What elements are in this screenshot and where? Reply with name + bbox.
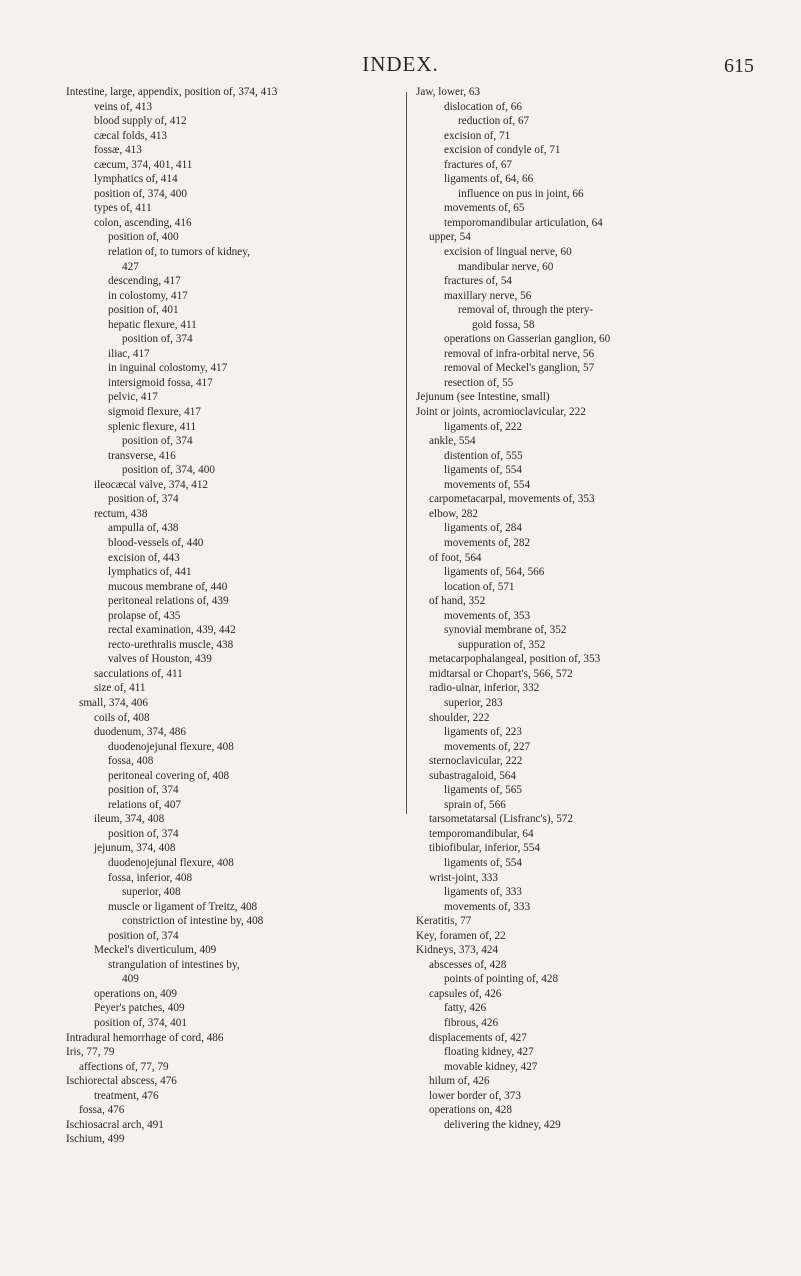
- index-entry: fibrous, 426: [444, 1017, 499, 1029]
- index-entry: goid fossa, 58: [472, 318, 535, 331]
- index-entry: transverse, 416: [108, 449, 176, 462]
- index-entry: ligaments of, 333: [444, 886, 522, 899]
- index-entry: fossa, inferior, 408: [108, 871, 193, 884]
- index-entry: radio-ulnar, inferior, 332: [429, 682, 540, 695]
- index-entry: intersigmoid fossa, 417: [108, 376, 213, 389]
- index-entry: superior, 283: [444, 696, 503, 709]
- index-entry: blood-vessels of, 440: [108, 536, 204, 549]
- index-entry: maxillary nerve, 56: [444, 289, 532, 302]
- index-entry: ligaments of, 564, 566: [444, 566, 545, 579]
- index-entry: lower border of, 373: [429, 1089, 521, 1102]
- page-number: 615: [724, 55, 754, 77]
- index-entry: cæcum, 374, 401, 411: [94, 158, 193, 171]
- index-entry: duodenum, 374, 486: [94, 726, 186, 739]
- index-entry: subastragaloid, 564: [429, 769, 516, 782]
- index-entry: 427: [122, 260, 139, 273]
- index-entry: size of, 411: [94, 682, 146, 695]
- index-entry: ileocæcal valve, 374, 412: [94, 478, 209, 491]
- index-entry: duodenojejunal flexure, 408: [108, 856, 234, 869]
- index-entry: position of, 374: [108, 784, 179, 797]
- index-entry: position of, 400: [108, 231, 179, 244]
- index-entry: upper, 54: [429, 231, 471, 244]
- index-entry: sprain of, 566: [444, 798, 506, 811]
- index-entry: distention of, 555: [444, 449, 523, 462]
- index-entry: ligaments of, 554: [444, 464, 522, 477]
- index-entry: displacements of, 427: [429, 1031, 527, 1044]
- index-entry: ligaments of, 554: [444, 856, 522, 869]
- index-entry: splenic flexure, 411: [108, 420, 197, 433]
- index-entry: hilum of, 426: [429, 1075, 490, 1088]
- index-entry: cæcal folds, 413: [94, 129, 168, 142]
- index-entry: in inguinal colostomy, 417: [108, 362, 228, 375]
- index-entry: ileum, 374, 408: [94, 813, 165, 826]
- index-entry: jejunum, 374, 408: [94, 842, 176, 855]
- index-column-right: [416, 85, 766, 1132]
- index-entry: operations on Gasserian ganglion, 60: [444, 333, 611, 346]
- index-entry: small, 374, 406: [79, 696, 148, 709]
- index-entry: relations of, 407: [108, 798, 182, 811]
- index-entry: ankle, 554: [429, 435, 476, 448]
- index-entry: Ischiorectal abscess, 476: [66, 1075, 177, 1088]
- index-entry: constriction of intestine by, 408: [122, 915, 264, 928]
- index-entry: Intestine, large, appendix, position of, 374, 413: [66, 86, 278, 98]
- index-entry: treatment, 476: [94, 1089, 159, 1102]
- index-entry: excision of condyle of, 71: [444, 144, 561, 157]
- index-entry: sternoclavicular, 222: [429, 755, 523, 768]
- index-entry: lymphatics of, 441: [108, 566, 192, 579]
- index-column-left: [66, 85, 408, 1147]
- index-entry: floating kidney, 427: [444, 1046, 534, 1059]
- index-entry: relation of, to tumors of kidney,: [108, 246, 250, 259]
- index-entry: blood supply of, 412: [94, 115, 187, 128]
- index-entry: fossa, 408: [108, 755, 154, 768]
- index-entry: Peyer's patches, 409: [94, 1002, 185, 1015]
- index-entry: 409: [122, 973, 139, 986]
- index-entry: descending, 417: [108, 275, 181, 288]
- index-entry: Kidneys, 373, 424: [416, 944, 499, 957]
- index-entry: movements of, 554: [444, 478, 531, 491]
- index-entry: location of, 571: [444, 580, 515, 593]
- index-entry: excision of, 443: [108, 551, 180, 564]
- index-entry: types of, 411: [94, 202, 152, 215]
- index-entry: rectal examination, 439, 442: [108, 624, 236, 637]
- index-entry: mucous membrane of, 440: [108, 580, 228, 593]
- index-entry: movements of, 282: [444, 536, 531, 549]
- index-entry: position of, 374: [122, 333, 193, 346]
- index-entry: metacarpophalangeal, position of, 353: [429, 653, 601, 666]
- index-entry: excision of, 71: [444, 129, 511, 142]
- index-entry: mandibular nerve, 60: [458, 260, 554, 273]
- index-entry: position of, 374: [108, 493, 179, 506]
- index-entry: peritoneal relations of, 439: [108, 595, 229, 608]
- index-entry: Joint or joints, acromioclavicular, 222: [416, 406, 586, 419]
- index-entry: Jaw, lower, 63: [416, 86, 481, 98]
- index-entry: colon, ascending, 416: [94, 216, 192, 229]
- index-entry: lymphatics of, 414: [94, 173, 178, 186]
- index-entry: tibiofibular, inferior, 554: [429, 842, 540, 855]
- index-entry: elbow, 282: [429, 507, 478, 520]
- index-entry: resection of, 55: [444, 376, 514, 389]
- index-entry: muscle or ligament of Treitz, 408: [108, 900, 258, 913]
- index-entry: ampulla of, 438: [108, 522, 179, 535]
- index-entry: removal of Meckel's ganglion, 57: [444, 362, 595, 375]
- index-entry: peritoneal covering of, 408: [108, 769, 230, 782]
- index-entry: movable kidney, 427: [444, 1060, 538, 1073]
- index-entry: dislocation of, 66: [444, 100, 522, 113]
- index-entry: position of, 374: [108, 929, 179, 942]
- index-entry: synovial membrane of, 352: [444, 624, 567, 637]
- index-entry: wrist-joint, 333: [429, 871, 498, 884]
- index-entry: position of, 374, 401: [94, 1017, 187, 1029]
- index-entry: ligaments of, 64, 66: [444, 173, 534, 186]
- index-entry: prolapse of, 435: [108, 609, 181, 622]
- index-entry: ligaments of, 565: [444, 784, 522, 797]
- index-entry: ligaments of, 223: [444, 726, 522, 739]
- index-entry: fractures of, 67: [444, 158, 513, 171]
- index-entry: Ischium, 499: [66, 1133, 125, 1146]
- index-entry: removal of infra-orbital nerve, 56: [444, 347, 595, 360]
- index-entry: duodenojejunal flexure, 408: [108, 740, 234, 753]
- index-entry: midtarsal or Chopart's, 566, 572: [429, 667, 573, 680]
- index-entry: veins of, 413: [94, 100, 153, 113]
- index-entry: Iris, 77, 79: [66, 1046, 115, 1059]
- index-entry: fatty, 426: [444, 1002, 487, 1015]
- index-entry: recto-urethralis muscle, 438: [108, 638, 234, 651]
- index-entry: superior, 408: [122, 886, 181, 899]
- page-title: INDEX.: [362, 52, 439, 76]
- index-entry: abscesses of, 428: [429, 958, 507, 971]
- index-entry: of foot, 564: [429, 551, 482, 564]
- index-entry: Meckel's diverticulum, 409: [94, 944, 217, 957]
- index-entry: Intradural hemorrhage of cord, 486: [66, 1031, 224, 1044]
- index-entry: fossa, 476: [79, 1104, 125, 1117]
- index-entry: hepatic flexure, 411: [108, 318, 197, 331]
- index-entry: fractures of, 54: [444, 275, 513, 288]
- index-entry: excision of lingual nerve, 60: [444, 246, 572, 259]
- index-entry: Ischiosacral arch, 491: [66, 1118, 164, 1131]
- index-entry: carpometacarpal, movements of, 353: [429, 493, 595, 506]
- column-divider: [406, 92, 407, 814]
- index-entry: tarsometatarsal (Lisfranc's), 572: [429, 813, 573, 826]
- index-entry: position of, 374: [122, 435, 193, 448]
- index-entry: points of pointing of, 428: [444, 973, 559, 986]
- index-entry: sacculations of, 411: [94, 667, 183, 680]
- index-entry: strangulation of intestines by,: [108, 958, 240, 971]
- index-entry: position of, 401: [108, 304, 179, 317]
- index-entry: ligaments of, 222: [444, 420, 522, 433]
- index-entry: Keratitis, 77: [416, 915, 472, 928]
- index-entry: operations on, 428: [429, 1104, 512, 1117]
- index-entry: valves of Houston, 439: [108, 653, 212, 666]
- index-entry: ligaments of, 284: [444, 522, 522, 535]
- index-entry: affections of, 77, 79: [79, 1060, 169, 1073]
- index-entry: pelvic, 417: [108, 391, 158, 404]
- index-entry: temporomandibular, 64: [429, 827, 534, 840]
- index-entry: movements of, 65: [444, 202, 525, 215]
- index-entry: reduction of, 67: [458, 115, 530, 128]
- index-entry: operations on, 409: [94, 987, 177, 1000]
- index-entry: in colostomy, 417: [108, 289, 188, 302]
- index-entry: coils of, 408: [94, 711, 150, 724]
- index-entry: position of, 374: [108, 827, 179, 840]
- index-entry: movements of, 227: [444, 740, 531, 753]
- index-entry: suppuration of, 352: [458, 638, 546, 651]
- index-entry: Jejunum (see Intestine, small): [416, 391, 550, 404]
- index-entry: delivering the kidney, 429: [444, 1118, 561, 1131]
- index-entry: temporomandibular articulation, 64: [444, 216, 603, 229]
- index-entry: movements of, 353: [444, 609, 531, 622]
- index-entry: shoulder, 222: [429, 711, 490, 724]
- index-entry: Key, foramen of, 22: [416, 929, 506, 942]
- index-entry: of hand, 352: [429, 595, 486, 608]
- index-entry: position of, 374, 400: [122, 464, 215, 477]
- index-entry: influence on pus in joint, 66: [458, 187, 584, 200]
- index-entry: position of, 374, 400: [94, 187, 187, 200]
- index-entry: movements of, 333: [444, 900, 531, 913]
- index-entry: rectum, 438: [94, 507, 148, 520]
- index-entry: sigmoid flexure, 417: [108, 406, 201, 419]
- index-entry: removal of, through the ptery-: [458, 304, 594, 317]
- index-entry: capsules of, 426: [429, 987, 502, 1000]
- index-entry: fossæ, 413: [94, 144, 142, 157]
- index-entry: iliac, 417: [108, 347, 150, 360]
